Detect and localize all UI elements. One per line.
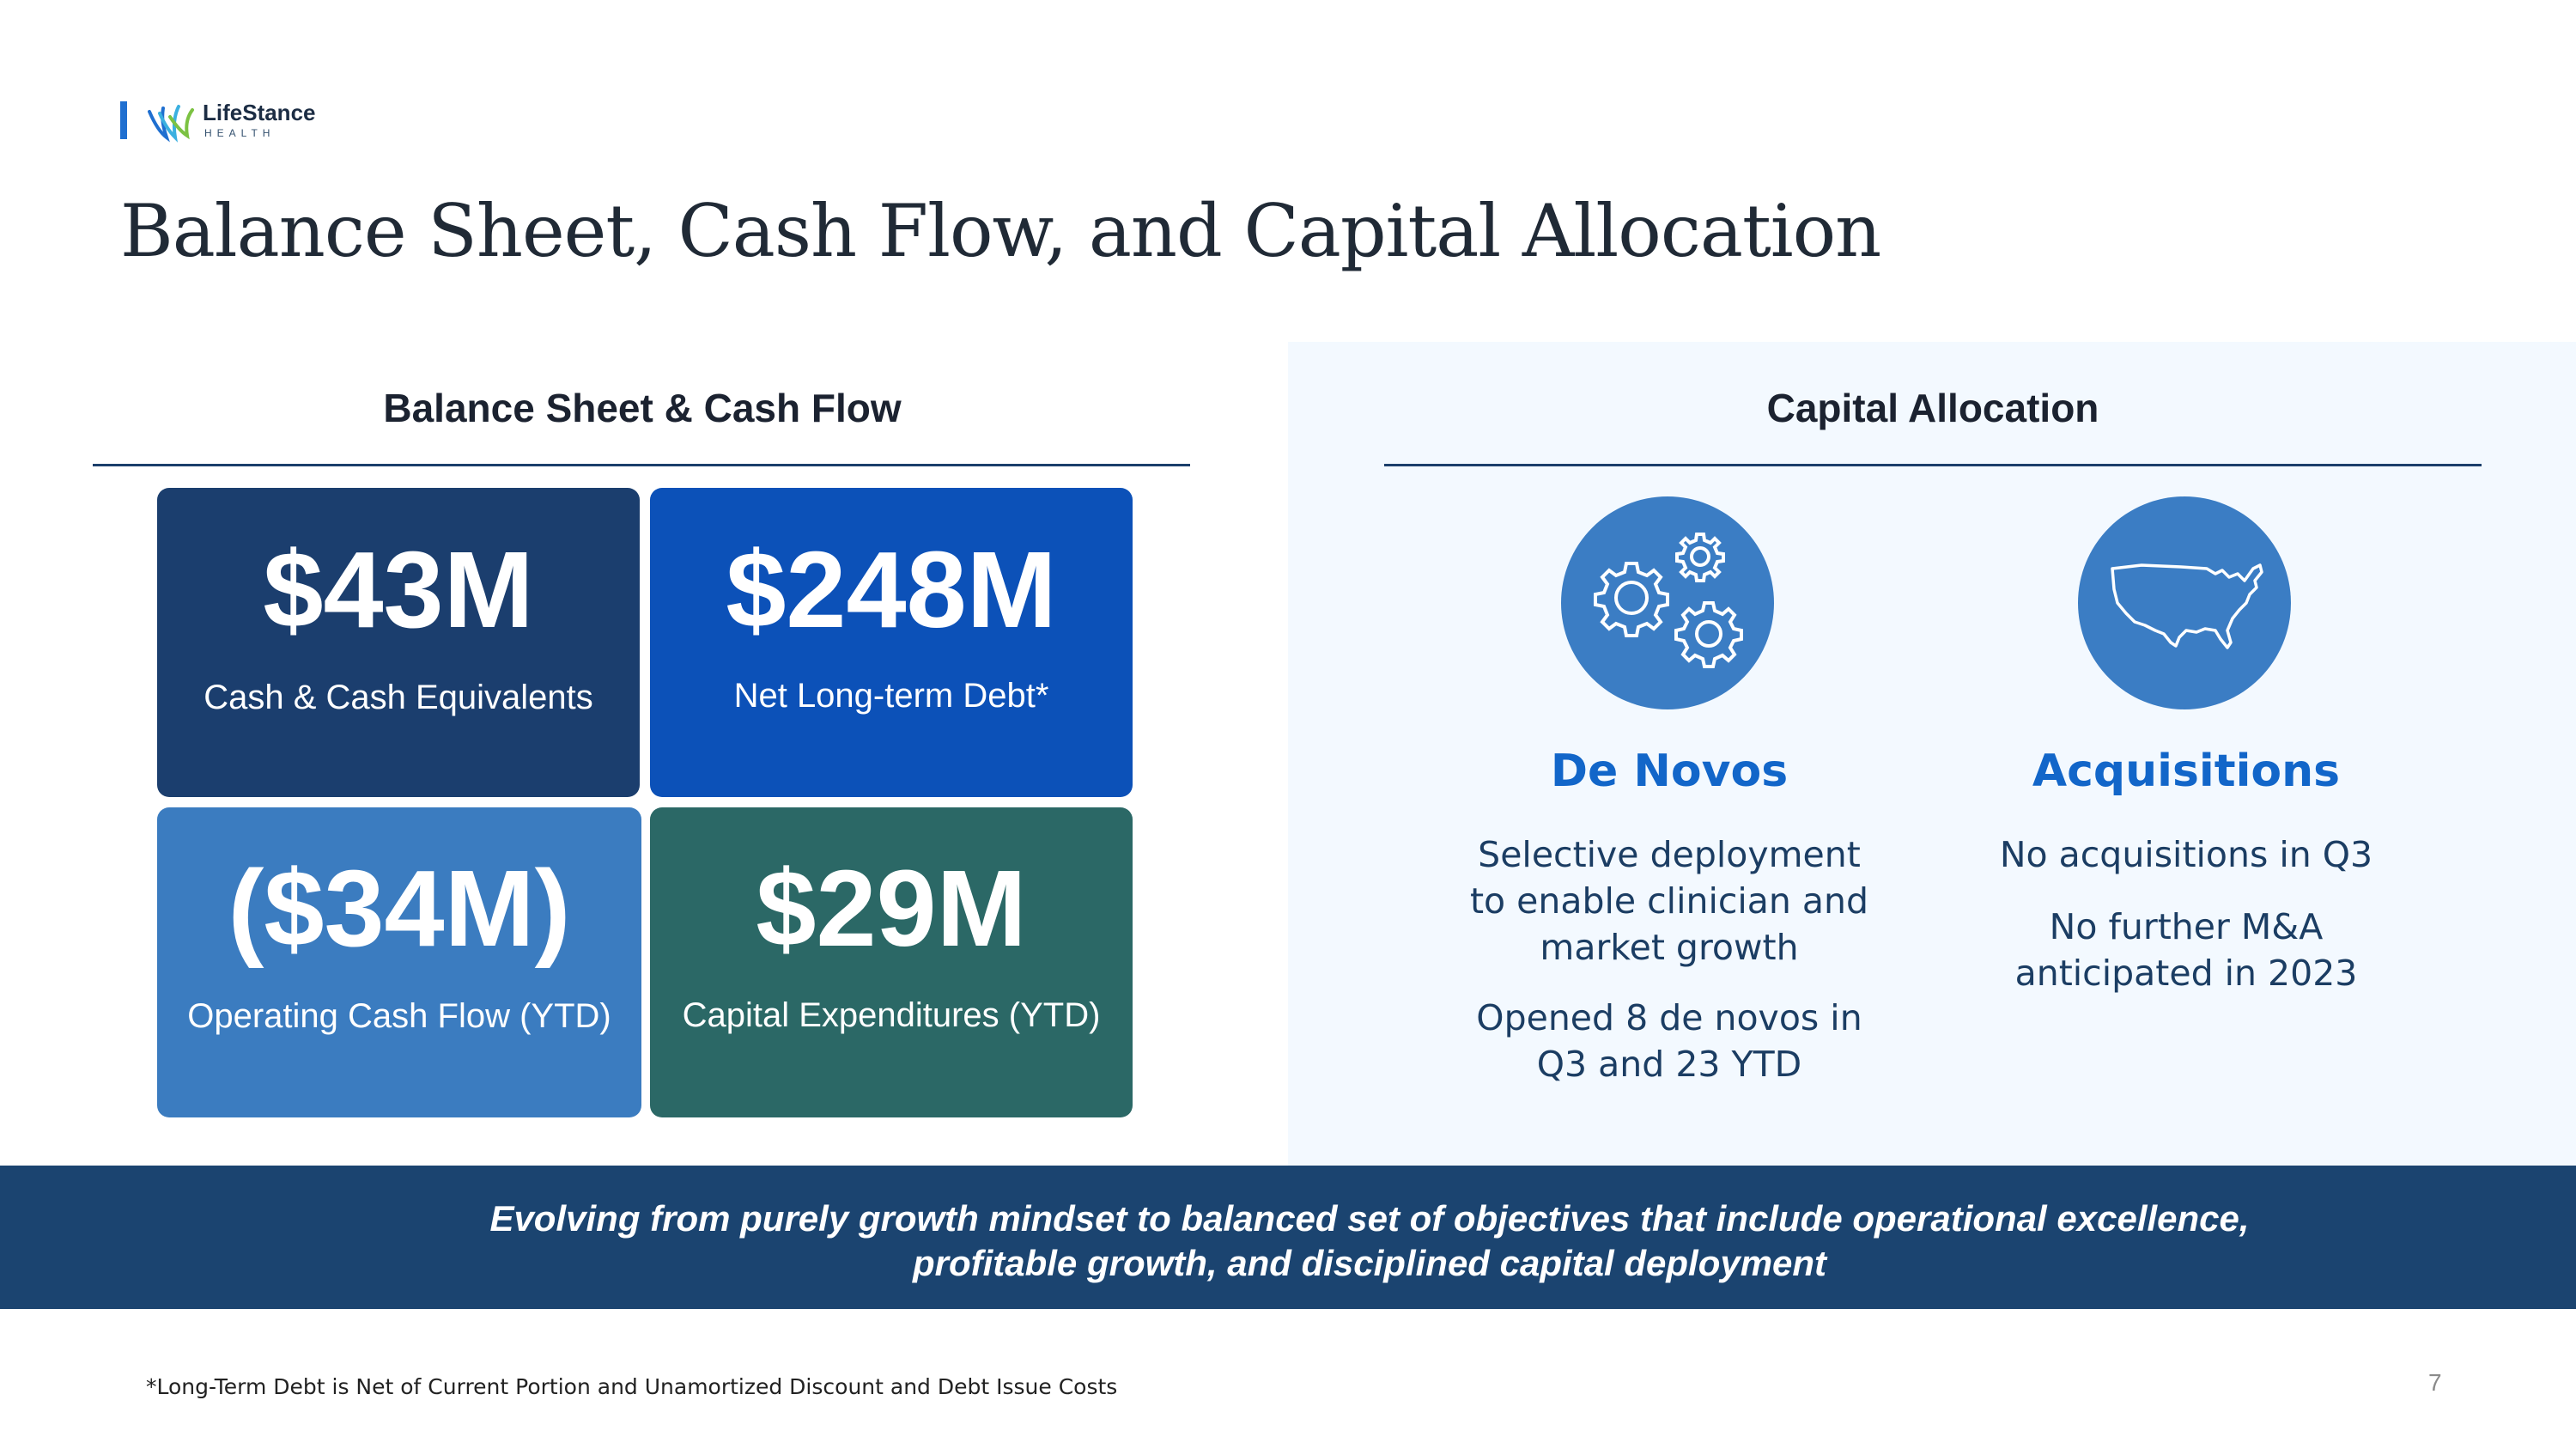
page-number: 7	[2428, 1369, 2442, 1396]
us-map-icon	[2078, 496, 2291, 709]
de-novos-description: Selective deployment to enable clinician and market growth	[1469, 834, 1869, 968]
lifestance-logo	[120, 94, 318, 146]
metric-label: Capital Expenditures (YTD)	[682, 996, 1101, 1034]
capital-allocation-divider	[1384, 464, 2482, 466]
metric-value: $29M	[756, 848, 1027, 969]
de-novos-title: De Novos	[1550, 746, 1789, 797]
metric-tile-operating-cash-flow	[157, 807, 641, 1117]
balance-sheet-heading: Balance Sheet & Cash Flow	[383, 386, 902, 430]
metric-tile-debt	[650, 488, 1133, 797]
metric-value: ($34M)	[228, 848, 571, 969]
acquisitions-title: Acquisitions	[2032, 746, 2341, 797]
metric-tile-cash	[157, 488, 640, 797]
page-title: Balance Sheet, Cash Flow, and Capital Allocation	[120, 189, 1881, 273]
lifestance-logo-mark-icon	[144, 94, 196, 146]
metric-value: $43M	[263, 529, 534, 650]
metric-label: Cash & Cash Equivalents	[204, 679, 593, 716]
capital-allocation-heading: Capital Allocation	[1766, 386, 2099, 430]
logo-wordmark: LifeStance	[203, 100, 316, 125]
strategy-banner-text	[258, 1196, 2482, 1286]
balance-sheet-divider	[93, 464, 1190, 466]
logo-accent-bar	[120, 101, 127, 139]
de-novos-detail: Opened 8 de novos in Q3 and 23 YTD	[1476, 997, 1862, 1085]
metric-label: Net Long-term Debt*	[733, 677, 1049, 715]
logo-subtitle: HEALTH	[204, 127, 276, 139]
gears-icon	[1561, 496, 1774, 709]
acquisitions-detail: No further M&A anticipated in 2023	[2014, 906, 2358, 994]
metric-value: $248M	[726, 529, 1057, 650]
footnote: *Long-Term Debt is Net of Current Portion and Unamortized Discount and Debt Issue Costs	[146, 1374, 1118, 1399]
banner-line-1: Evolving from purely growth mindset to balanced set of objectives that include operational excellence,	[489, 1198, 2250, 1239]
metric-tile-capital-expenditures	[650, 807, 1133, 1117]
acquisitions-description: No acquisitions in Q3	[1999, 834, 2373, 875]
metric-label: Operating Cash Flow (YTD)	[187, 997, 611, 1035]
banner-line-2: profitable growth, and disciplined capital deployment	[912, 1243, 1827, 1283]
